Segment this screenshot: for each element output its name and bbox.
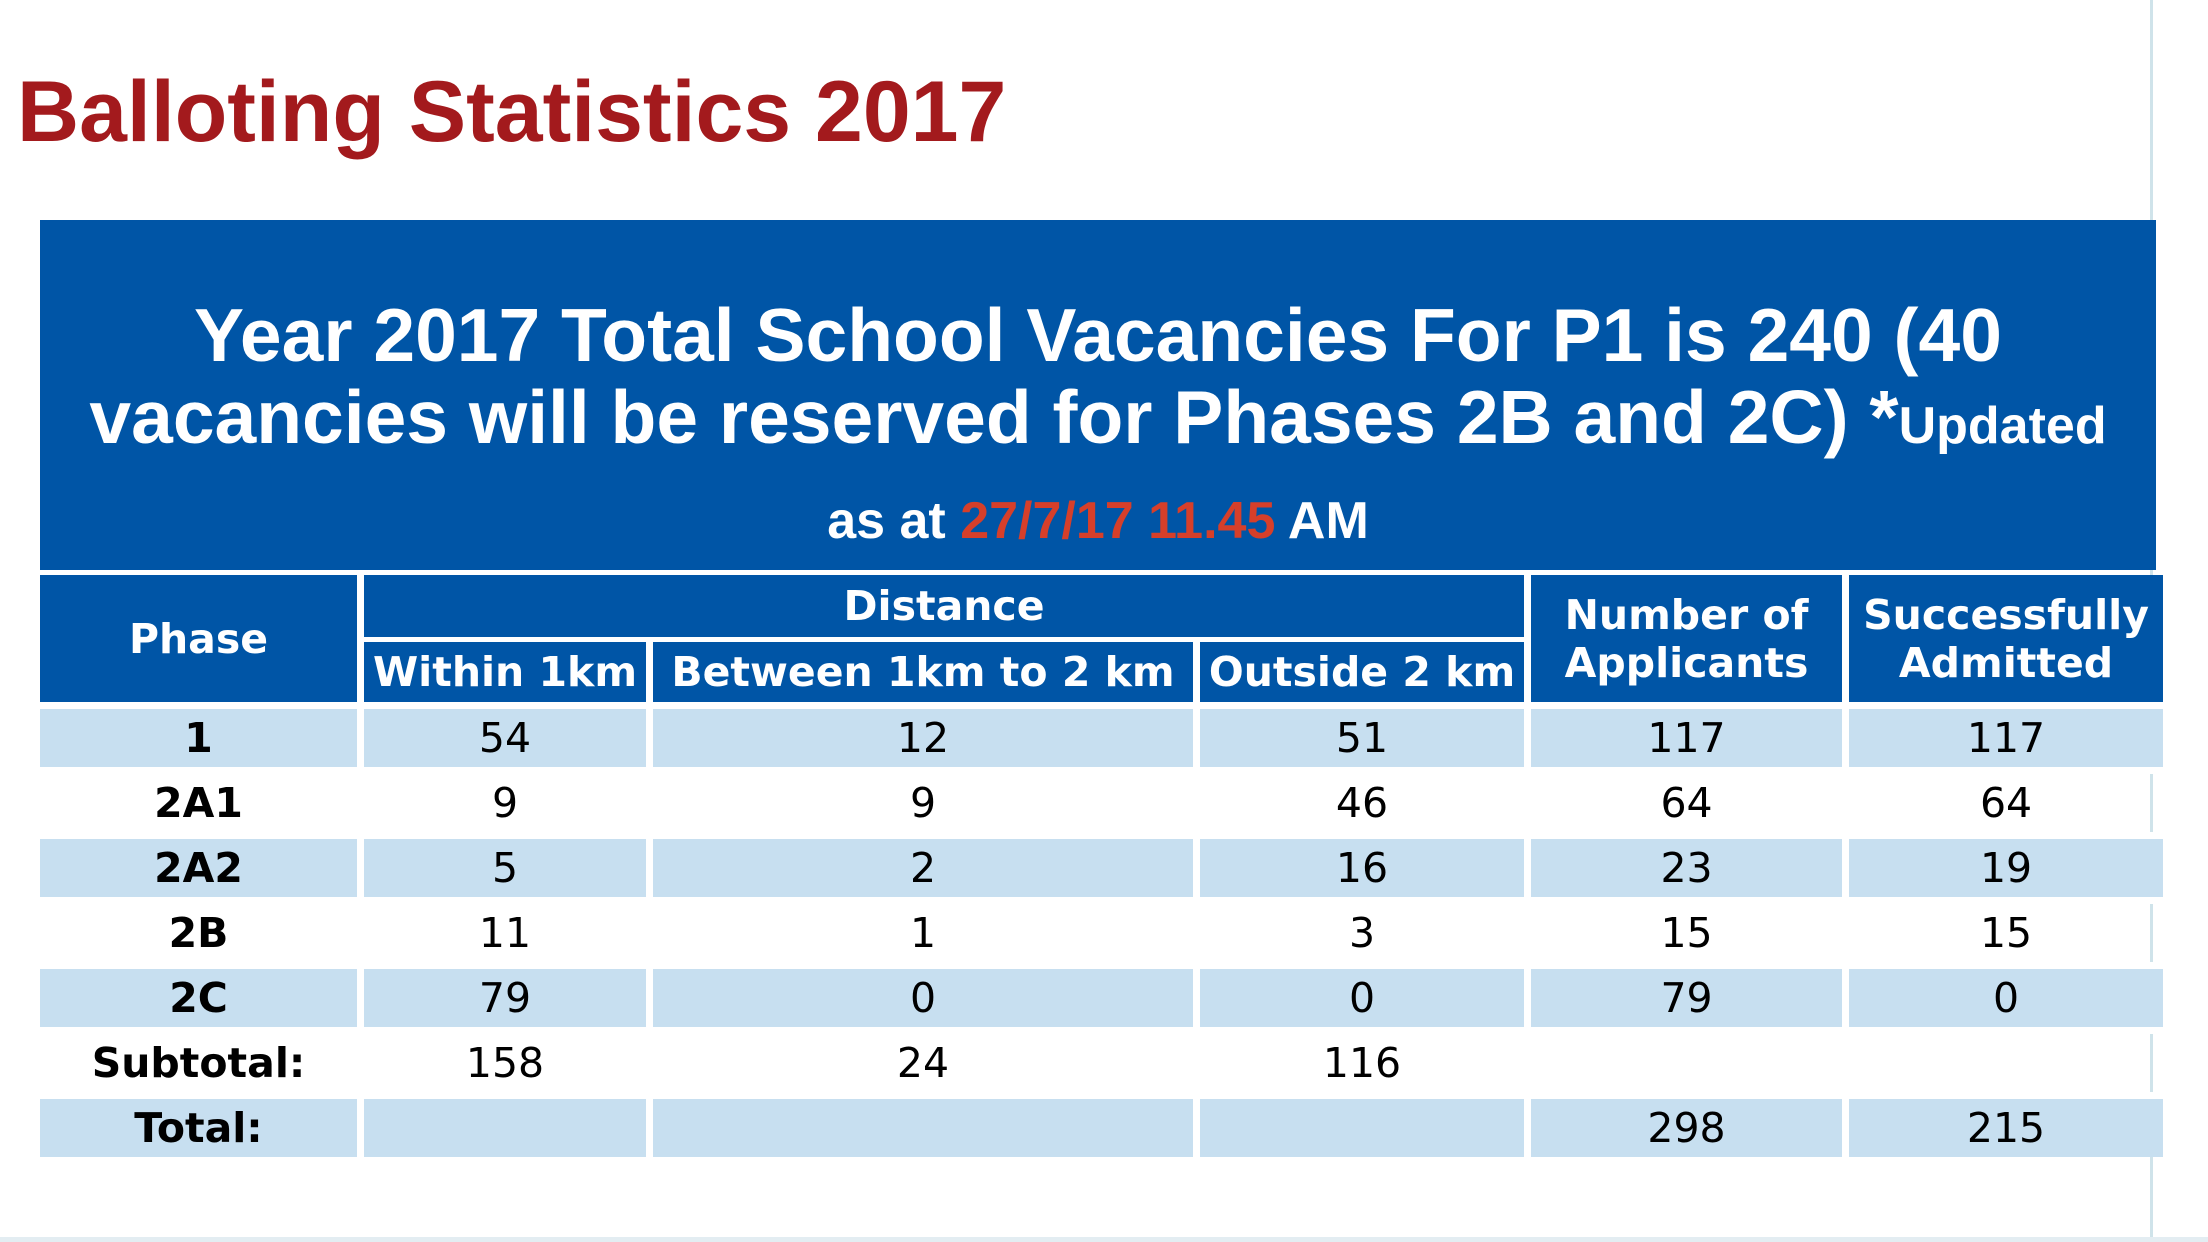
header-applicants-line-1: Number of	[1564, 590, 1809, 639]
cell-within-1km: 11	[364, 897, 646, 962]
cell-applicants: 298	[1531, 1092, 1842, 1157]
table-row	[40, 767, 2163, 832]
cell-within-1km: 54	[364, 702, 646, 767]
banner-line-3	[40, 490, 2156, 552]
cell-outside-2km: 116	[1200, 1027, 1524, 1092]
header-between-1-2km: Between 1km to 2 km	[653, 642, 1193, 702]
banner-am: AM	[1287, 492, 1369, 550]
banner-update-datetime: 27/7/17 11.45	[960, 492, 1276, 550]
banner-line-1: Year 2017 Total School Vacancies For P1 is 240 (40	[194, 293, 2002, 377]
table-row-total	[40, 1092, 2163, 1157]
cell-outside-2km: 0	[1200, 962, 1524, 1027]
cell-within-1km	[364, 1092, 646, 1157]
cell-admitted: 19	[1849, 832, 2163, 897]
cell-within-1km: 5	[364, 832, 646, 897]
cell-applicants: 64	[1531, 767, 1842, 832]
balloting-table	[33, 575, 2170, 1157]
cell-between-1-2km: 24	[653, 1027, 1193, 1092]
cell-admitted: 215	[1849, 1092, 2163, 1157]
header-outside-2km: Outside 2 km	[1200, 642, 1524, 702]
header-applicants	[1531, 575, 1842, 702]
cell-within-1km: 158	[364, 1027, 646, 1092]
cell-applicants: 23	[1531, 832, 1842, 897]
cell-phase: 1	[40, 702, 357, 767]
header-admitted	[1849, 575, 2163, 702]
cell-outside-2km: 51	[1200, 702, 1524, 767]
cell-outside-2km	[1200, 1092, 1524, 1157]
cell-within-1km: 9	[364, 767, 646, 832]
table-row-subtotal	[40, 1027, 2163, 1092]
table-row	[40, 702, 2163, 767]
vacancy-banner	[40, 220, 2156, 570]
header-phase: Phase	[40, 575, 357, 702]
cell-between-1-2km: 1	[653, 897, 1193, 962]
cell-within-1km: 79	[364, 962, 646, 1027]
banner-as-at: as at	[827, 492, 946, 550]
cell-applicants: 79	[1531, 962, 1842, 1027]
cell-applicants: 15	[1531, 897, 1842, 962]
cell-outside-2km: 46	[1200, 767, 1524, 832]
cell-applicants: 117	[1531, 702, 1842, 767]
header-applicants-line-2: Applicants	[1564, 638, 1809, 687]
cell-phase: Subtotal:	[40, 1027, 357, 1092]
banner-line-2-main: vacancies will be reserved for Phases 2B and 2C) *	[89, 375, 1899, 459]
cell-admitted: 64	[1849, 767, 2163, 832]
cell-applicants	[1531, 1027, 1842, 1092]
cell-admitted: 0	[1849, 962, 2163, 1027]
cell-phase: Total:	[40, 1092, 357, 1157]
table-row	[40, 832, 2163, 897]
cell-phase: 2A1	[40, 767, 357, 832]
header-distance: Distance	[364, 575, 1524, 642]
cell-between-1-2km: 2	[653, 832, 1193, 897]
header-within-1km: Within 1km	[364, 642, 646, 702]
header-admitted-line-1: Successfully	[1863, 590, 2149, 639]
cell-phase: 2B	[40, 897, 357, 962]
bottom-divider-line	[0, 1237, 2208, 1242]
page-title: Balloting Statistics 2017	[17, 64, 1007, 160]
banner-line-2	[40, 376, 2156, 467]
cell-admitted	[1849, 1027, 2163, 1092]
cell-between-1-2km: 9	[653, 767, 1193, 832]
cell-outside-2km: 16	[1200, 832, 1524, 897]
cell-outside-2km: 3	[1200, 897, 1524, 962]
cell-admitted: 117	[1849, 702, 2163, 767]
table-row	[40, 897, 2163, 962]
cell-admitted: 15	[1849, 897, 2163, 962]
cell-phase: 2C	[40, 962, 357, 1027]
cell-between-1-2km: 0	[653, 962, 1193, 1027]
banner-updated-label: Updated	[1898, 397, 2107, 455]
cell-between-1-2km	[653, 1092, 1193, 1157]
cell-between-1-2km: 12	[653, 702, 1193, 767]
cell-phase: 2A2	[40, 832, 357, 897]
header-admitted-line-2: Admitted	[1898, 638, 2114, 687]
table-row	[40, 962, 2163, 1027]
